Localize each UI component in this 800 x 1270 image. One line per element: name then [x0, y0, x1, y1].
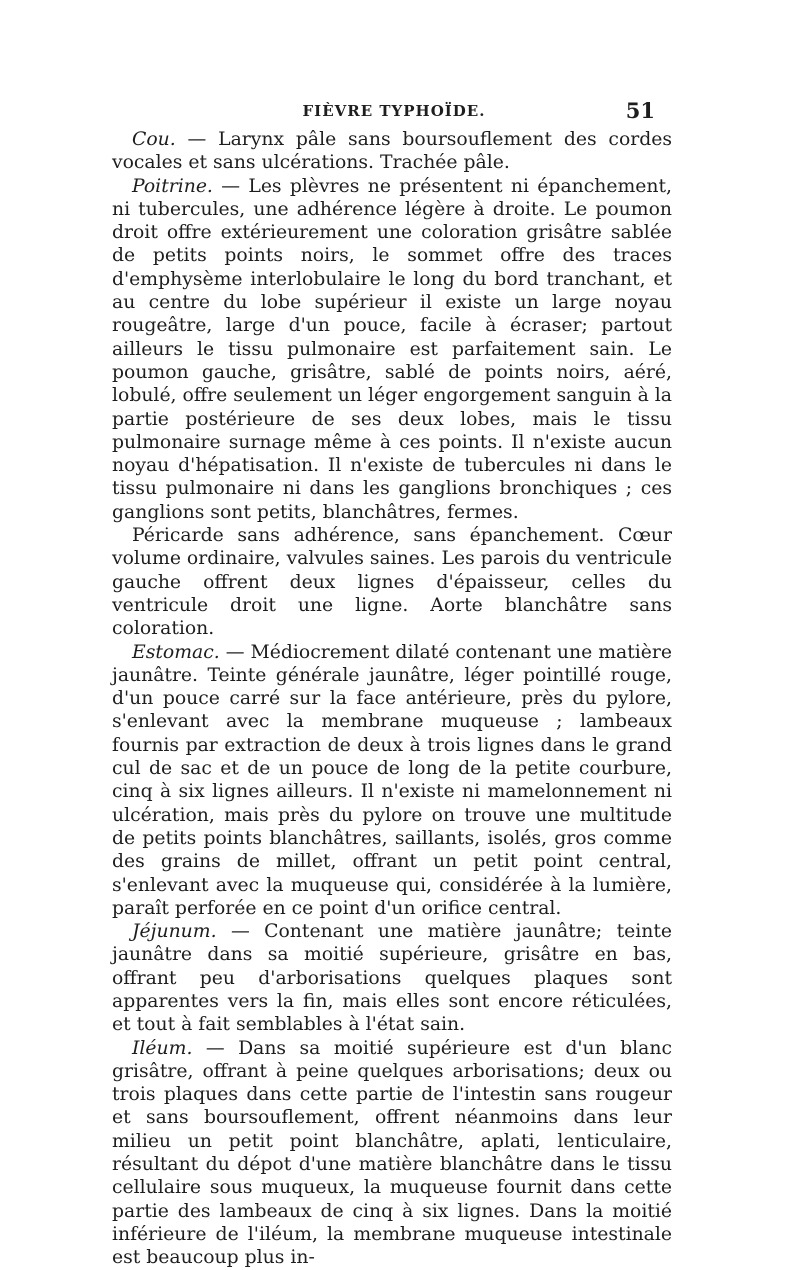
section-lead: Poitrine.	[132, 175, 213, 197]
paragraph-text: — Les plèvres ne présentent ni épanchement, ni tubercules, une adhérence légère à droite. Le poumon droit offre extérieurement une coloration grisâtre sablée de petits points noirs, le sommet offre des traces d'emphysème interlobulaire le long du bord tranchant, et au centre du lobe supérieur il existe un large noyau rougeâtre, large d'un pouce, facile à écraser; partout ailleurs le tissu pulmonaire est parfaitement sain. Le poumon gauche, grisâtre, sablé de points noirs, aéré, lobulé, offre seulement un léger engorgement sanguin à la partie postérieure de ses deux lobes, mais le tissu pulmonaire surnage même à ces points. Il n'existe aucun noyau d'hépatisation. Il n'existe de tubercules ni dans le tissu pulmonaire ni dans les ganglions bronchiques ; ces ganglions sont petits, blanchâtres, fermes.	[112, 175, 672, 523]
paragraph-text: Péricarde sans adhérence, sans épanchement. Cœur volume ordinaire, valvules saines. Les parois du ventricule gauche offrent deux lignes d'épaisseur, celles du ventricule droit une ligne. Aorte blanchâtre sans coloration.	[112, 525, 672, 640]
paragraph-estomac	[112, 641, 672, 921]
paragraph-jejunum	[112, 920, 672, 1036]
paragraph-text: — Contenant une matière jaunâtre; teinte jaunâtre dans sa moitié supérieure, grisâtre en bas, offrant peu d'arborisations quelques plaques sont apparentes vers la fin, mais elles sont encore réticulées, et tout à fait semblables à l'état sain.	[112, 921, 672, 1036]
page-number: 51	[625, 98, 655, 123]
running-title: FIÈVRE TYPHOÏDE.	[302, 102, 486, 120]
paragraph-text: — Médiocrement dilaté contenant une matière jaunâtre. Teinte générale jaunâtre, léger pointillé rouge, d'un pouce carré sur la face antérieure, près du pylore, s'enlevant avec la membrane muqueuse ; lambeaux fournis par extraction de deux à trois lignes dans le grand cul de sac et de un pouce de long de la petite courbure, cinq à six lignes ailleurs. Il n'existe ni mamelonnement ni ulcération, mais près du pylore on trouve une multitude de petits points blanchâtres, saillants, isolés, gros comme des grains de millet, offrant un petit point central, s'enlevant avec la muqueuse qui, considérée à la lumière, paraît perforée en ce point d'un orifice central.	[112, 641, 672, 919]
paragraph-cou	[112, 128, 672, 175]
section-lead: Iléum.	[132, 1037, 193, 1059]
section-lead: Jéjunum.	[132, 921, 217, 943]
paragraph-ileum	[112, 1037, 672, 1270]
paragraph-text: — Dans sa moitié supérieure est d'un blanc grisâtre, offrant à peine quelques arborisations; deux ou trois plaques dans cette partie de l'intestin sans rougeur et sans boursouflement, offrent néanmoins dans leur milieu un petit point blanchâtre, aplati, lenticulaire, résultant du dépot d'une matière blanchâtre dans le tissu cellulaire sous muqueux, la muqueuse fournit dans cette partie des lambeaux de cinq à six lignes. Dans la moitié inférieure de l'iléum, la membrane muqueuse intestinale est beaucoup plus in-	[112, 1037, 672, 1269]
page-header	[133, 98, 655, 124]
paragraph-pericarde	[112, 524, 672, 640]
paragraph-text: — Larynx pâle sans boursouflement des cordes vocales et sans ulcérations. Trachée pâle.	[112, 129, 672, 174]
section-lead: Estomac.	[132, 641, 220, 663]
body-text	[112, 128, 672, 1270]
section-lead: Cou.	[132, 129, 176, 150]
paragraph-poitrine	[112, 175, 672, 524]
